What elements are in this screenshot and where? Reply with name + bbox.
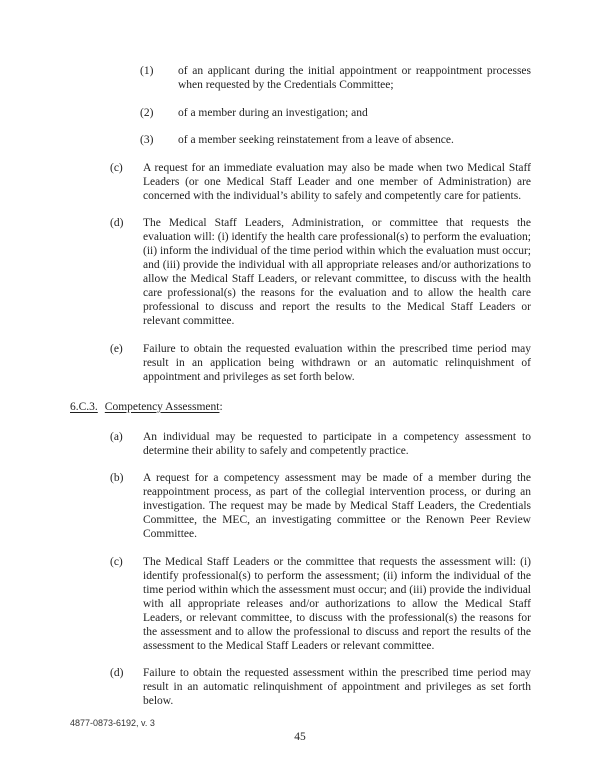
item-label: (2) — [140, 106, 154, 119]
lettered-item-c-evaluation — [70, 161, 531, 203]
lettered-item-a-assessment — [70, 430, 531, 458]
lettered-item-d-evaluation — [70, 216, 531, 328]
item-label: (b) — [110, 472, 124, 484]
numbered-item-1 — [70, 64, 531, 92]
item-label: (c) — [110, 161, 123, 174]
page-content — [70, 64, 531, 722]
section-heading — [70, 400, 531, 414]
section-title: Competency Assessment — [104, 400, 220, 413]
item-text: Failure to obtain the requested assessment within the prescribed time period may result in an automatic relinquishment of appointment and privileges as set forth below. — [143, 667, 531, 707]
lettered-item-d-assessment — [70, 666, 531, 708]
lettered-item-e-evaluation — [70, 342, 531, 384]
numbered-item-2 — [70, 106, 531, 120]
item-text: of a member seeking reinstatement from a leave of absence. — [178, 134, 454, 146]
lettered-item-b-assessment — [70, 471, 531, 541]
section-number: 6.C.3. — [70, 400, 98, 413]
item-text: Failure to obtain the requested evaluation within the prescribed time period may result in an application being withdrawn or an automatic relinquishment of appointment and privileges as set forth below. — [143, 342, 531, 383]
item-label: (1) — [140, 65, 154, 77]
item-text: An individual may be requested to participate in a competency assessment to determine their ability to safely and competently practice. — [143, 430, 531, 457]
item-label: (c) — [110, 555, 123, 568]
item-label: (a) — [110, 430, 123, 443]
item-text: The Medical Staff Leaders or the committee that requests the assessment will: (i) identify professional(s) to perform the assessment; (ii) inform the individual of the time period within which the assessment must occur; and (iii) provide the individual with all appropriate releases and/or authorizations to allow the Medical Staff Leaders, or relevant committee, to discuss with the professional(s) the reasons for the assessment and to allow the professional to discuss and report the results of the assessment to the Medical Staff Leaders or relevant committee. — [143, 555, 531, 652]
footer-document-id: 4877-0873-6192, v. 3 — [70, 718, 155, 728]
item-label: (e) — [110, 342, 123, 355]
item-text: of a member during an investigation; and — [178, 106, 368, 119]
item-label: (3) — [140, 134, 154, 146]
item-text: The Medical Staff Leaders, Administration, or committee that requests the evaluation will: (i) identify the health care professional(s) to perform the evaluation; (ii) inform the individual of the time period within which the evaluation must occur; and (iii) provide the individual with all appropriate releases and/or authorizations to allow the Medical Staff Leaders, or relevant committee, to discuss with the health care professional(s) the reasons for the evaluation and to allow the health care professional to discuss and report the results to the Medical Staff Leaders or relevant committee. — [143, 217, 531, 327]
item-text: of an applicant during the initial appointment or reappointment processes when requested by the Credentials Committee; — [178, 65, 531, 91]
section-heading-colon: : — [219, 400, 223, 413]
item-label: (d) — [110, 217, 124, 229]
page-number: 45 — [294, 731, 306, 743]
item-label: (d) — [110, 667, 124, 679]
item-text: A request for a competency assessment may be made of a member during the reappointment process, as part of the collegial intervention process, or during an investigation. The request may be made by Medical Staff Leaders, the Credentials Committee, the MEC, an investigating committee or the Renown Peer Review Committee. — [143, 472, 531, 540]
item-text: A request for an immediate evaluation may also be made when two Medical Staff Leaders (or one Medical Staff Leader and one member of Administration) are concerned with the individual’s ability to safely and competently care for patients. — [143, 161, 531, 202]
numbered-item-3 — [70, 133, 531, 147]
lettered-item-c-assessment — [70, 555, 531, 653]
